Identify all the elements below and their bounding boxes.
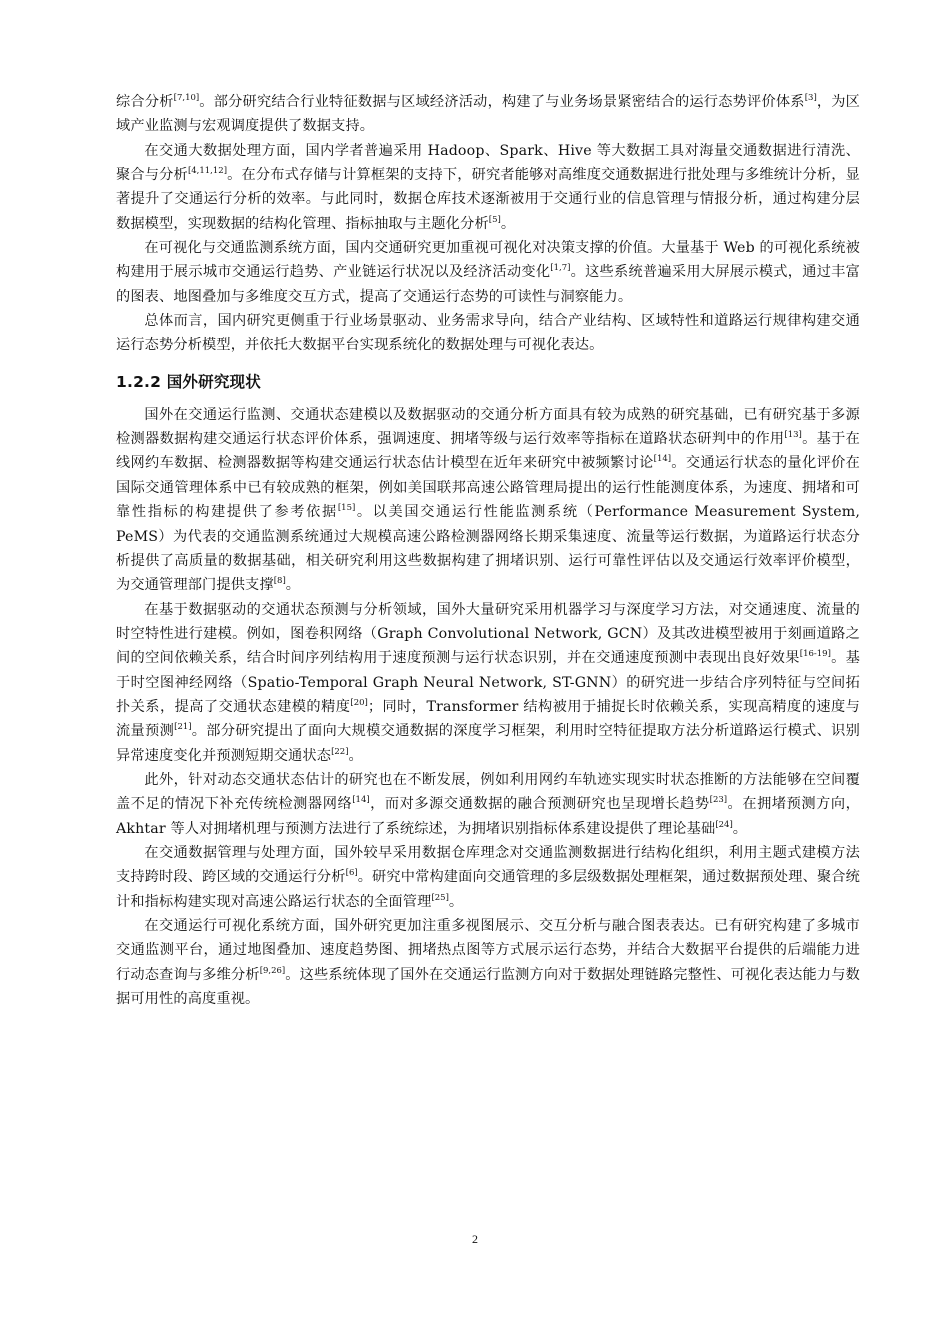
citation-ref: [4,11,12]	[187, 166, 228, 177]
citation-ref: [8]	[273, 576, 286, 587]
body-paragraph: 在交通大数据处理方面，国内学者普遍采用 Hadoop、Spark、Hive 等大数据工具对海量交通数据进行清洗、聚合与分析[4,11,12]。在分布式存储与计算框架的支持下，研究者能够对高维度交通数据进行批处理与多维统计分析，显著提升了交通运行分析的效率。与此同时，数据仓库技术逐渐被用于交通行业的信息管理与情报分析，通过构建分层数据模型，实现数据的结构化管理、指标抽取与主题化分析[5]。	[116, 142, 860, 232]
citation-ref: [14]	[653, 454, 672, 465]
body-paragraph: 国外在交通运行监测、交通状态建模以及数据驱动的交通分析方面具有较为成熟的研究基础，已有研究基于多源检测器数据构建交通运行状态评价体系，强调速度、拥堵等级与运行效率等指标在道路状态研判中的作用[13]。基于在线网约车数据、检测器数据等构建交通运行状态估计模型在近年来研究中被频繁讨论[14]。交通运行状态的量化评价在国际交通管理体系中已有较成熟的框架，例如美国联邦高速公路管理局提出的运行性能测度体系，为速度、拥堵和可靠性指标的构建提供了参考依据[15]。以美国交通运行性能监测系统（Performance Measurement System, PeMS）为代表的交通监测系统通过大规模高速公路检测器网络长期采集速度、流量等运行数据，为道路运行状态分析提供了高质量的数据基础，相关研究利用这些数据构建了拥堵识别、运行可靠性评估以及交通运行效率评价模型，为交通管理部门提供支撑[8]。	[116, 406, 860, 594]
citation-ref: [9,26]	[259, 965, 286, 976]
citation-ref: [25]	[431, 892, 449, 903]
body-paragraph: 综合分析[7,10]。部分研究结合行业特征数据与区域经济活动，构建了与业务场景紧密结合的运行态势评价体系[3]，为区域产业监测与宏观调度提供了数据支持。	[116, 93, 861, 135]
citation-ref: [6]	[345, 868, 358, 879]
citation-ref: [14]	[352, 795, 370, 806]
citation-ref: [24]	[715, 819, 733, 830]
citation-ref: [3]	[804, 93, 817, 103]
citation-ref: [15]	[337, 503, 356, 514]
citation-ref: [5]	[488, 214, 501, 225]
citation-ref: [21]	[174, 722, 192, 733]
citation-ref: [13]	[784, 430, 802, 441]
citation-ref: [22]	[331, 746, 349, 757]
citation-ref: [1,7]	[550, 263, 571, 274]
body-paragraph: 总体而言，国内研究更侧重于行业场景驱动、业务需求导向，结合产业结构、区域特性和道路运行规律构建交通运行态势分析模型，并依托大数据平台实现系统化的数据处理与可视化表达。	[116, 313, 860, 354]
citation-ref: [16-19]	[799, 649, 831, 660]
citation-ref: [20]	[350, 697, 368, 708]
page-body	[116, 90, 860, 1011]
body-paragraph: 此外，针对动态交通状态估计的研究也在不断发展，例如利用网约车轨迹实现实时状态推断的方法能够在空间覆盖不足的情况下补充传统检测器网络[14]，而对多源交通数据的融合预测研究也呈现增长趋势[23]。在拥堵预测方向，Akhtar 等人对拥堵机理与预测方法进行了系统综述，为拥堵识别指标体系建设提供了理论基础[24]。	[116, 771, 860, 837]
body-paragraph: 在可视化与交通监测系统方面，国内交通研究更加重视可视化对决策支撑的价值。大量基于 Web 的可视化系统被构建用于展示城市交通运行趋势、产业链运行状况以及经济活动变化[1,7]。这些系统普遍采用大屏展示模式，通过丰富的图表、地图叠加与多维度交互方式，提高了交通运行态势的可读性与洞察能力。	[116, 240, 860, 305]
body-paragraph: 在基于数据驱动的交通状态预测与分析领域，国外大量研究采用机器学习与深度学习方法，对交通速度、流量的时空特性进行建模。例如，图卷积网络（Graph Convolutional Network, GCN）及其改进模型被用于刻画道路之间的空间依赖关系，结合时间序列结构用于速度预测与运行状态识别，并在交通速度预测中表现出良好效果[16-19]。基于时空图神经网络（Spatio-Temporal Graph Neural Network, ST-GNN）的研究进一步结合序列特征与空间拓扑关系，提高了交通状态建模的精度[20]；同时，Transformer 结构被用于捕捉长时依赖关系，实现高精度的速度与流量预测[21]。部分研究提出了面向大规模交通数据的深度学习框架，利用时空特征提取方法分析道路运行模式、识别异常速度变化并预测短期交通状态[22]。	[116, 601, 860, 764]
body-paragraph: 在交通数据管理与处理方面，国外较早采用数据仓库理念对交通监测数据进行结构化组织，利用主题式建模方法支持跨时段、跨区域的交通运行分析[6]。研究中常构建面向交通管理的多层级数据处理框架，通过数据预处理、聚合统计和指标构建实现对高速公路运行状态的全面管理[25]。	[116, 844, 860, 910]
page-number: 2	[472, 1232, 478, 1246]
body-paragraph: 在交通运行可视化系统方面，国外研究更加注重多视图展示、交互分析与融合图表表达。已有研究构建了多城市交通监测平台，通过地图叠加、速度趋势图、拥堵热点图等方式展示运行态势，并结合大数据平台提供的后端能力进行动态查询与多维分析[9,26]。这些系统体现了国外在交通运行监测方向对于数据处理链路完整性、可视化表达能力与数据可用性的高度重视。	[116, 918, 860, 1008]
citation-ref: [23]	[709, 795, 728, 806]
section-heading: 1.2.2 国外研究现状	[116, 372, 261, 391]
citation-ref: [7,10]	[173, 93, 200, 103]
